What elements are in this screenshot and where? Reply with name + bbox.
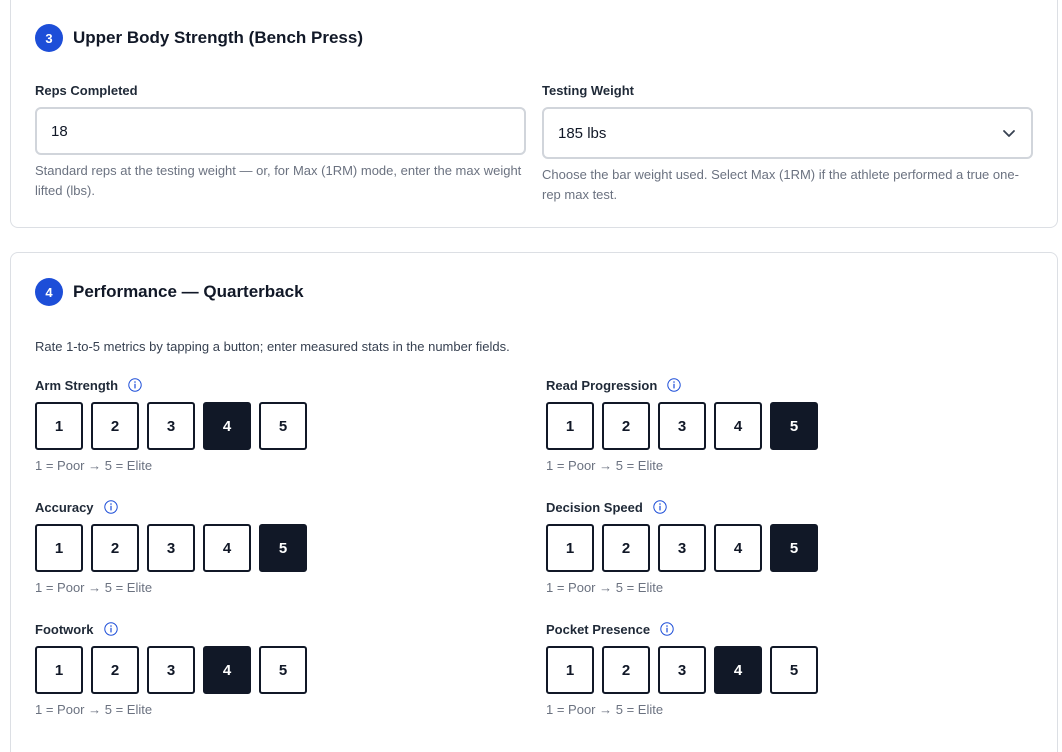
section-title: Upper Body Strength (Bench Press): [73, 28, 363, 47]
info-icon[interactable]: [104, 500, 118, 514]
metric-label-text: Decision Speed: [546, 499, 643, 515]
metric-arm-strength: [35, 377, 335, 473]
rating-button-4[interactable]: 4: [203, 402, 251, 450]
reps-label: Reps Completed: [35, 83, 138, 98]
reps-input[interactable]: [35, 107, 526, 155]
scale-hint: 1 = Poor → 5 = Elite: [546, 580, 664, 595]
rating-button-4[interactable]: 4: [203, 646, 251, 694]
upper-body-strength-card: [10, 0, 1058, 228]
rating-buttons: [35, 646, 335, 694]
section-header: [35, 24, 363, 52]
rating-button-5[interactable]: 5: [770, 646, 818, 694]
rating-button-5[interactable]: 5: [259, 524, 307, 572]
metric-read-progression: [546, 377, 846, 473]
rating-button-5[interactable]: 5: [770, 402, 818, 450]
step-badge: 3: [35, 24, 63, 52]
chevron-down-icon: [1001, 125, 1017, 141]
rating-button-4[interactable]: 4: [714, 646, 762, 694]
rating-button-3[interactable]: 3: [147, 402, 195, 450]
rating-button-5[interactable]: 5: [259, 402, 307, 450]
metric-label: [35, 499, 335, 515]
rating-button-2[interactable]: 2: [91, 402, 139, 450]
rating-button-2[interactable]: 2: [602, 402, 650, 450]
info-icon[interactable]: [104, 622, 118, 636]
step-badge: 4: [35, 278, 63, 306]
scale-hint: 1 = Poor → 5 = Elite: [546, 702, 664, 717]
rating-button-4[interactable]: 4: [203, 524, 251, 572]
reps-help-text: Standard reps at the testing weight — or, for Max (1RM) mode, enter the max weight lifted (lbs).: [35, 163, 522, 198]
metric-label-text: Arm Strength: [35, 377, 119, 393]
rating-button-1[interactable]: 1: [546, 646, 594, 694]
rating-button-3[interactable]: 3: [658, 524, 706, 572]
section-header: [35, 278, 304, 306]
section-title: Performance — Quarterback: [73, 282, 304, 301]
rating-buttons: [546, 646, 846, 694]
rating-button-3[interactable]: 3: [658, 646, 706, 694]
rating-button-1[interactable]: 1: [35, 646, 83, 694]
rating-button-2[interactable]: 2: [91, 524, 139, 572]
metric-footwork: [35, 621, 335, 717]
scale-hint: 1 = Poor → 5 = Elite: [35, 458, 153, 473]
rating-buttons: [546, 524, 846, 572]
metric-label-text: Footwork: [35, 621, 94, 637]
metric-label: [35, 621, 335, 637]
testing-weight-help-text: Choose the bar weight used. Select Max (1RM) if the athlete performed a true one-rep max test.: [542, 167, 1019, 202]
metric-decision-speed: [546, 499, 846, 595]
rating-button-1[interactable]: 1: [35, 402, 83, 450]
metric-label: [546, 499, 846, 515]
metric-label: [546, 621, 846, 637]
rating-button-2[interactable]: 2: [602, 646, 650, 694]
testing-weight-select[interactable]: [542, 107, 1033, 159]
performance-intro: Rate 1-to-5 metrics by tapping a button; enter measured stats in the number fields.: [35, 339, 510, 354]
testing-weight-label: Testing Weight: [542, 83, 634, 98]
performance-card: [10, 252, 1058, 752]
scale-hint: 1 = Poor → 5 = Elite: [35, 580, 153, 595]
scale-hint: 1 = Poor → 5 = Elite: [546, 458, 664, 473]
rating-buttons: [546, 402, 846, 450]
info-icon[interactable]: [653, 500, 667, 514]
rating-button-1[interactable]: 1: [546, 402, 594, 450]
rating-button-3[interactable]: 3: [147, 646, 195, 694]
metric-label: [546, 377, 846, 393]
metric-accuracy: [35, 499, 335, 595]
testing-weight-value: 185 lbs: [558, 124, 607, 142]
rating-button-2[interactable]: 2: [91, 646, 139, 694]
rating-button-1[interactable]: 1: [546, 524, 594, 572]
scale-hint: 1 = Poor → 5 = Elite: [35, 702, 153, 717]
metric-label-text: Accuracy: [35, 499, 94, 515]
info-icon[interactable]: [128, 378, 142, 392]
rating-button-4[interactable]: 4: [714, 524, 762, 572]
rating-button-3[interactable]: 3: [658, 402, 706, 450]
rating-button-2[interactable]: 2: [602, 524, 650, 572]
metric-pocket-presence: [546, 621, 846, 717]
rating-button-4[interactable]: 4: [714, 402, 762, 450]
rating-buttons: [35, 524, 335, 572]
info-icon[interactable]: [660, 622, 674, 636]
rating-button-5[interactable]: 5: [770, 524, 818, 572]
rating-button-1[interactable]: 1: [35, 524, 83, 572]
metric-label: [35, 377, 335, 393]
rating-button-5[interactable]: 5: [259, 646, 307, 694]
metric-label-text: Pocket Presence: [546, 621, 651, 637]
metric-label-text: Read Progression: [546, 377, 658, 393]
info-icon[interactable]: [667, 378, 681, 392]
rating-button-3[interactable]: 3: [147, 524, 195, 572]
rating-buttons: [35, 402, 335, 450]
